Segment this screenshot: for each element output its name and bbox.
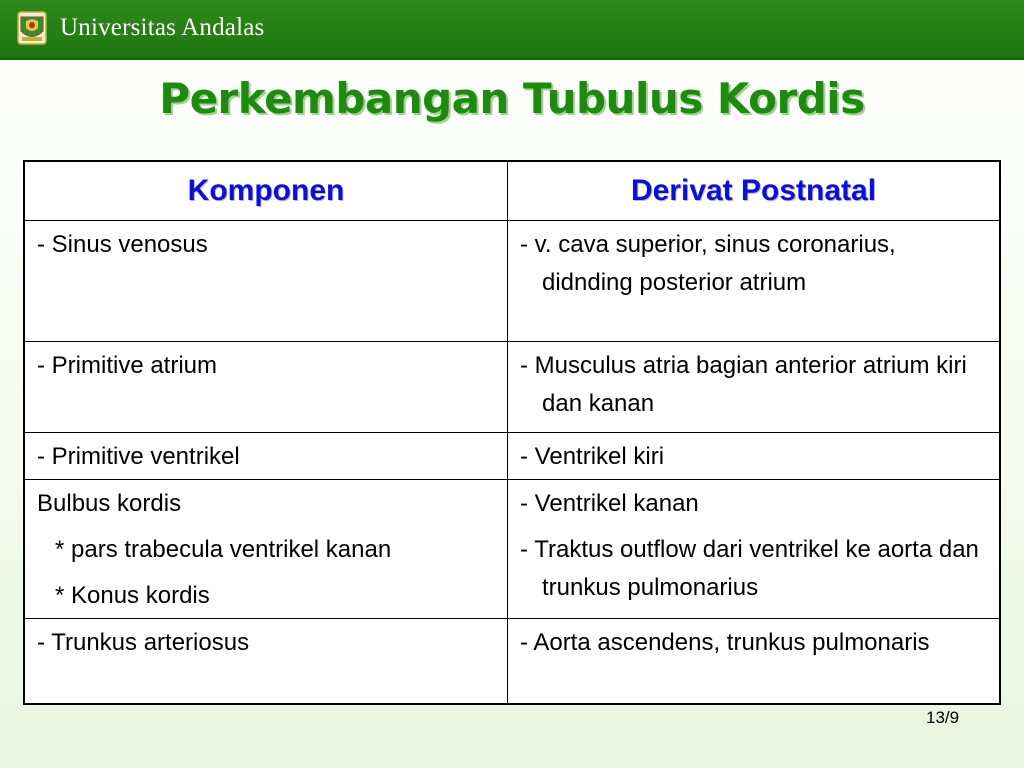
component-cell (24, 221, 508, 342)
derivative-text: - Musculus atria bagian anterior atrium kiri dan kanan (520, 352, 967, 417)
table-row (24, 342, 1000, 433)
derivative-text: - v. cava superior, sinus coronarius, didnding posterior atrium (520, 231, 896, 296)
slide-title: Perkembangan Tubulus Kordis (159, 74, 865, 123)
page-number: 13/9 (926, 708, 960, 727)
derivative-text: - Ventrikel kiri (520, 443, 665, 470)
component-text: - Primitive ventrikel (37, 443, 240, 470)
table-row (24, 221, 1000, 342)
derivative-text: - Ventrikel kanan (520, 490, 699, 517)
derivative-cell (508, 433, 1001, 480)
component-derivative-table (23, 160, 1001, 705)
component-text: - Trunkus arteriosus (37, 629, 250, 656)
component-cell (24, 342, 508, 433)
derivative-text: - Aorta ascendens, trunkus pulmonaris (520, 629, 930, 656)
component-text: - Sinus venosus (37, 231, 208, 258)
table-row (24, 619, 1000, 705)
component-text: - Primitive atrium (37, 352, 218, 379)
derivative-cell (508, 221, 1001, 342)
component-text: Bulbus kordis (37, 490, 182, 517)
column-header-component: Komponen (24, 161, 508, 221)
table-row (24, 480, 1000, 619)
derivative-text: - Traktus outflow dari ventrikel ke aorta dan trunkus pulmonarius (520, 536, 979, 601)
column-header-derivative: Derivat Postnatal (508, 161, 1001, 221)
header-bar (0, 0, 1024, 60)
component-cell (24, 480, 508, 619)
component-cell (24, 433, 508, 480)
derivative-cell (508, 480, 1001, 619)
component-subitem: * pars trabecula ventrikel kanan (55, 536, 392, 563)
table-row (24, 433, 1000, 480)
university-crest-icon (17, 11, 47, 45)
institution-name: Universitas Andalas (60, 14, 265, 41)
component-subitem: * Konus kordis (55, 582, 210, 609)
table-header-row (24, 161, 1000, 221)
derivative-cell (508, 342, 1001, 433)
component-cell (24, 619, 508, 705)
derivative-cell (508, 619, 1001, 705)
